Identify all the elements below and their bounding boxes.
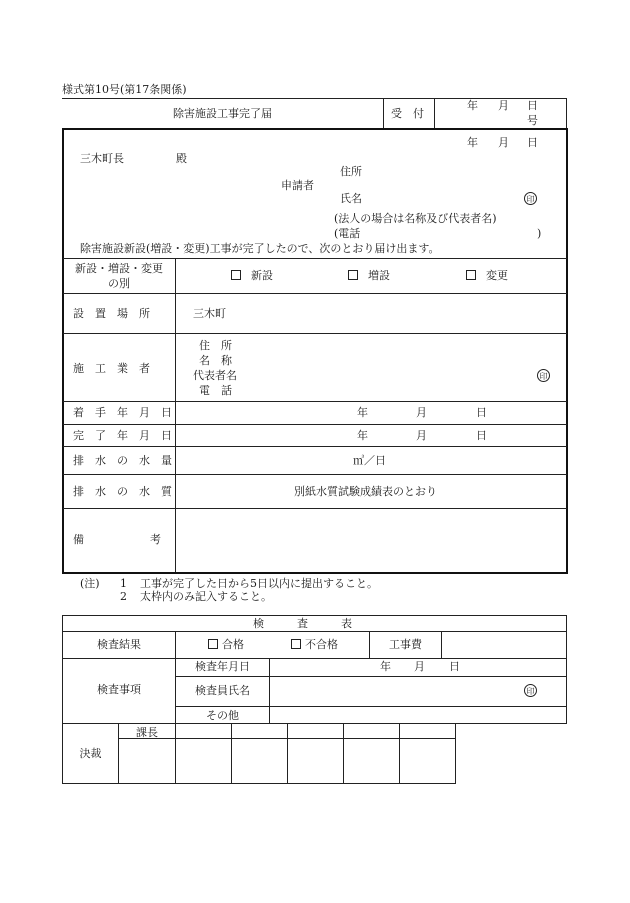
submission-month: 月: [498, 136, 509, 149]
corporate-note: (法人の場合は名称及び代表者名): [334, 212, 497, 225]
reception-divider-right: [434, 98, 435, 129]
approval-col-3: [231, 723, 232, 783]
start-year: 年: [357, 406, 368, 419]
inspection-right-border: [566, 615, 567, 723]
applicant-phone-close: ): [537, 227, 542, 240]
option-new[interactable]: [231, 270, 273, 281]
note-1-number: 1: [120, 577, 127, 590]
new-checkbox[interactable]: [231, 270, 241, 280]
type-label-line2: の別: [108, 277, 130, 290]
inspection-line-2: [62, 658, 567, 659]
inspection-title: 検 査 表: [253, 617, 352, 630]
approval-col-7: [455, 723, 456, 783]
cost-label-right: [441, 631, 442, 658]
inspector-name-label: 検査員氏名: [195, 684, 250, 697]
finish-year: 年: [357, 429, 368, 442]
inspection-line-1: [62, 631, 567, 632]
reception-border-right: [566, 98, 567, 129]
table-column-divider: [175, 258, 176, 572]
contractor-label: 施 工 業 者: [73, 362, 150, 375]
form-title: 除害施設工事完了届: [173, 107, 272, 120]
reception-number: 号: [527, 114, 538, 127]
inspection-month: 月: [414, 660, 425, 673]
statement: 除害施設新設(増設・変更)工事が完了したので、次のとおり届け出ます。: [80, 242, 440, 255]
reception-day: 日: [527, 99, 538, 112]
submission-day: 日: [527, 136, 538, 149]
submission-year: 年: [467, 136, 478, 149]
approval-col-5: [343, 723, 344, 783]
notes-prefix: (注): [80, 577, 100, 590]
applicant-name-label: 氏名: [340, 192, 362, 205]
option-new-label: 新設: [251, 269, 273, 282]
note-2-number: 2: [120, 590, 127, 603]
table-line-8: [63, 508, 567, 509]
location-value[interactable]: 三木町: [193, 307, 226, 320]
fail-label: 不合格: [305, 638, 338, 651]
finish-date-label: 完 了 年 月 日: [73, 429, 172, 442]
inspection-result-label: 検査結果: [97, 638, 141, 651]
section-chief-label: 課長: [136, 726, 158, 739]
inspection-top-line: [62, 615, 567, 616]
drain-volume-unit: ㎥／日: [353, 454, 386, 467]
inspection-day: 日: [449, 660, 460, 673]
inspection-col-2: [269, 658, 270, 723]
drain-quality-label: 排 水 の 水 質: [73, 485, 172, 498]
option-change-label: 変更: [486, 269, 508, 282]
note-2: 太枠内のみ記入すること。: [140, 590, 272, 603]
approval-col-4: [287, 723, 288, 783]
reception-divider-left: [383, 98, 384, 129]
applicant-phone-label: (電話: [334, 227, 361, 240]
change-checkbox[interactable]: [466, 270, 476, 280]
pass-option[interactable]: [208, 639, 244, 650]
contractor-address-label: 住 所: [199, 339, 232, 352]
inspection-year: 年: [380, 660, 391, 673]
contractor-phone-label: 電 話: [199, 384, 232, 397]
form-number: 様式第10号(第17条関係): [62, 83, 187, 96]
inspection-line-5: [62, 723, 567, 724]
table-line-2: [63, 293, 567, 294]
start-month: 月: [416, 406, 427, 419]
start-date-label: 着 手 年 月 日: [73, 406, 172, 419]
applicant-label: 申請者: [281, 179, 314, 192]
approval-col-6: [399, 723, 400, 783]
applicant-seal-icon: 印: [524, 192, 537, 205]
contractor-rep-label: 代表者名: [193, 369, 237, 382]
approval-label: 決裁: [79, 747, 102, 760]
expand-checkbox[interactable]: [348, 270, 358, 280]
inspection-col-1: [175, 631, 176, 784]
approval-bottom-line: [62, 783, 456, 784]
addressee: 三木町長: [80, 152, 124, 165]
option-expand[interactable]: [348, 270, 390, 281]
location-label: 設 置 場 所: [73, 307, 150, 320]
table-line-6: [63, 446, 567, 447]
cost-label: 工事費: [389, 638, 422, 651]
fail-checkbox[interactable]: [291, 639, 301, 649]
option-expand-label: 増設: [368, 269, 390, 282]
table-line-5: [63, 424, 567, 425]
option-change[interactable]: [466, 270, 508, 281]
fail-option[interactable]: [291, 639, 338, 650]
type-label-line1: 新設・増設・変更: [75, 262, 163, 275]
table-line-7: [63, 474, 567, 475]
table-line-1: [63, 258, 567, 259]
note-1: 工事が完了した日から5日以内に提出すること。: [140, 577, 378, 590]
pass-checkbox[interactable]: [208, 639, 218, 649]
honorific: 殿: [176, 152, 187, 165]
drain-volume-label: 排 水 の 水 量: [73, 454, 172, 467]
table-line-3: [63, 333, 567, 334]
start-day: 日: [476, 406, 487, 419]
inspection-line-4: [175, 706, 567, 707]
applicant-address-label: 住所: [340, 165, 362, 178]
finish-month: 月: [416, 429, 427, 442]
table-line-4: [63, 401, 567, 402]
header-top-line: [62, 98, 567, 99]
drain-quality-value: 別紙水質試験成績表のとおり: [294, 485, 437, 498]
reception-label: 受 付: [391, 107, 424, 120]
pass-label: 合格: [222, 638, 244, 651]
other-label: その他: [206, 709, 239, 722]
inspection-line-3: [175, 676, 567, 677]
inspector-seal-icon: 印: [524, 684, 537, 697]
inspection-date-label: 検査年月日: [195, 660, 250, 673]
inspection-items-label: 検査事項: [97, 683, 141, 696]
remarks-label: 備 考: [73, 533, 161, 546]
reception-year: 年: [467, 99, 478, 112]
contractor-name-label: 名 称: [199, 354, 232, 367]
reception-month: 月: [498, 99, 509, 112]
finish-day: 日: [476, 429, 487, 442]
contractor-seal-icon: 印: [537, 369, 550, 382]
